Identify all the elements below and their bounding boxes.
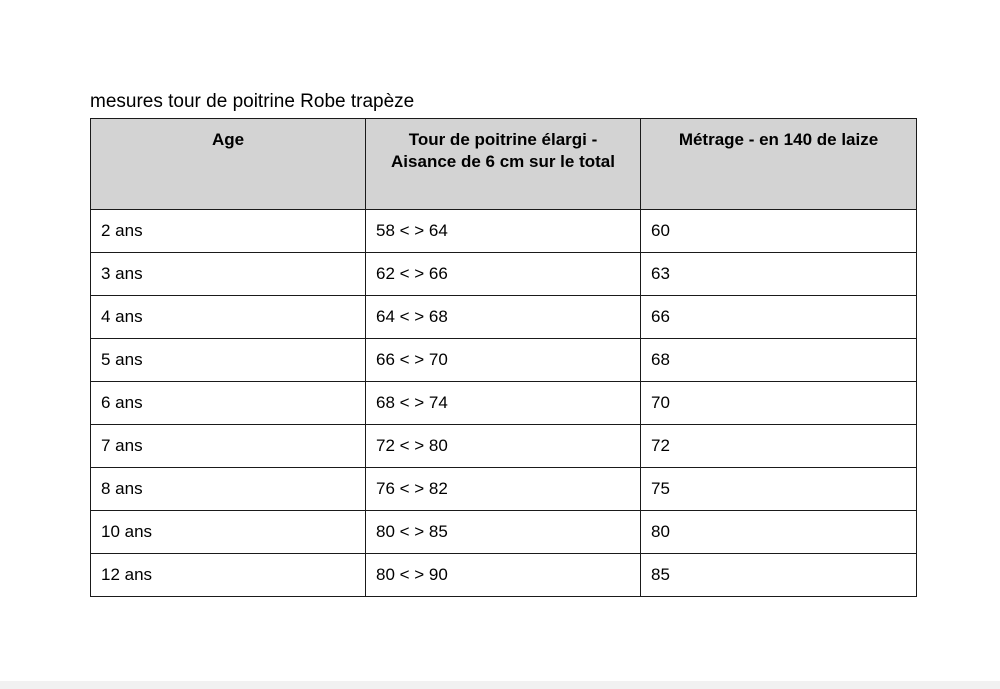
- cell-age: 2 ans: [91, 210, 366, 253]
- table-row: [91, 425, 917, 468]
- cell-fabric: 63: [641, 253, 917, 296]
- header-age: Age: [91, 119, 366, 210]
- cell-age: 4 ans: [91, 296, 366, 339]
- cell-fabric: 70: [641, 382, 917, 425]
- cell-chest: 62 < > 66: [366, 253, 641, 296]
- size-table: [90, 118, 917, 597]
- cell-chest: 80 < > 85: [366, 511, 641, 554]
- cell-age: 5 ans: [91, 339, 366, 382]
- cell-fabric: 68: [641, 339, 917, 382]
- cell-chest: 76 < > 82: [366, 468, 641, 511]
- table-row: [91, 382, 917, 425]
- cell-fabric: 60: [641, 210, 917, 253]
- cell-age: 12 ans: [91, 554, 366, 597]
- table-row: [91, 511, 917, 554]
- cell-age: 7 ans: [91, 425, 366, 468]
- header-row: [91, 119, 917, 210]
- cell-age: 10 ans: [91, 511, 366, 554]
- table-row: [91, 210, 917, 253]
- header-fabric-length: Métrage - en 140 de laize: [641, 119, 917, 210]
- cell-chest: 80 < > 90: [366, 554, 641, 597]
- cell-chest: 64 < > 68: [366, 296, 641, 339]
- cell-age: 6 ans: [91, 382, 366, 425]
- cell-chest: 68 < > 74: [366, 382, 641, 425]
- header-chest-measurement: Tour de poitrine élargi - Aisance de 6 cm sur le total: [366, 119, 641, 210]
- table-row: [91, 339, 917, 382]
- cell-fabric: 72: [641, 425, 917, 468]
- table-row: [91, 554, 917, 597]
- cell-fabric: 85: [641, 554, 917, 597]
- table-row: [91, 253, 917, 296]
- cell-age: 3 ans: [91, 253, 366, 296]
- cell-fabric: 66: [641, 296, 917, 339]
- table-row: [91, 296, 917, 339]
- table-caption: mesures tour de poitrine Robe trapèze: [90, 91, 415, 112]
- cell-chest: 58 < > 64: [366, 210, 641, 253]
- cell-chest: 72 < > 80: [366, 425, 641, 468]
- table-row: [91, 468, 917, 511]
- cell-age: 8 ans: [91, 468, 366, 511]
- cell-fabric: 80: [641, 511, 917, 554]
- cell-fabric: 75: [641, 468, 917, 511]
- page-bottom-edge: [0, 681, 1000, 689]
- cell-chest: 66 < > 70: [366, 339, 641, 382]
